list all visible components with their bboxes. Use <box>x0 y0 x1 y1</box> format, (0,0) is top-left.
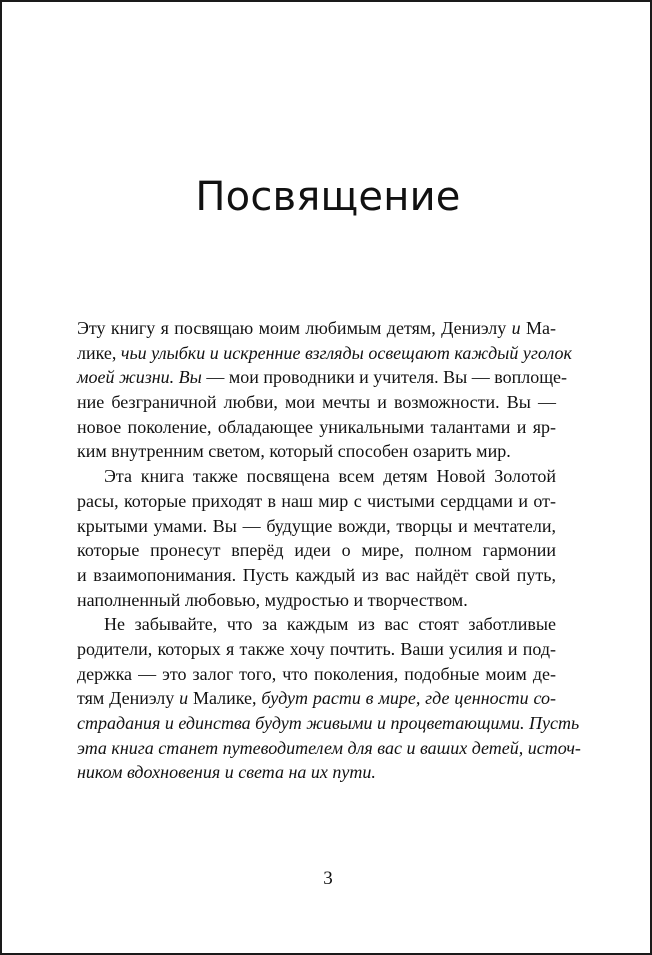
paragraph <box>77 612 581 785</box>
text-run: Малике, <box>188 688 262 709</box>
text-line <box>77 365 568 390</box>
text-line <box>77 464 556 489</box>
text-run: ние безграничной любви, мои мечты и возможности. Вы — <box>77 392 556 413</box>
text-line <box>77 662 556 687</box>
text-line <box>77 563 556 588</box>
page-number: 3 <box>323 868 333 889</box>
text-run: которые пронесут вперёд идеи о мире, полном гармонии <box>77 540 556 561</box>
text-run: и взаимопонимания. Пусть каждый из вас найдёт свой путь, <box>77 564 556 585</box>
text-line <box>77 686 556 711</box>
text-line <box>77 390 556 415</box>
text-run: новое поколение, обладающее уникальными талантами и яр- <box>77 416 556 437</box>
italic-text: и <box>511 318 521 338</box>
paragraph <box>77 316 572 464</box>
text-line <box>77 736 581 761</box>
text-run: держка — это залог того, что поколения, подобные моим де- <box>77 663 556 684</box>
text-line <box>77 341 572 366</box>
text-line <box>77 514 556 539</box>
text-line <box>77 439 556 464</box>
text-line <box>77 637 556 662</box>
italic-text: страдания и единства будут живыми и процветающими. Пусть <box>77 713 580 733</box>
italic-text: будут расти в мире, где ценности со- <box>261 688 557 709</box>
text-run: Эту книгу я посвящаю моим любимым детям, Дениэлу <box>77 318 512 338</box>
italic-text: моей жизни. Вы <box>77 367 202 388</box>
text-run: тям Дениэлу <box>77 688 180 709</box>
text-line <box>77 588 556 613</box>
text-line <box>77 489 556 514</box>
italic-text: ником вдохновения и света на их пути. <box>77 762 376 783</box>
text-run: Ма- <box>520 318 556 338</box>
text-line <box>77 415 556 440</box>
text-run: Не забывайте, что за каждым из вас стоят заботливые <box>104 614 556 635</box>
italic-text: чьи улыбки и искренние взгляды освещают каждый уголок <box>120 342 572 363</box>
italic-text: и <box>179 688 189 709</box>
text-line <box>77 316 556 341</box>
text-line <box>77 612 556 637</box>
text-run: — мои проводники и учителя. Вы — воплоще- <box>201 367 568 388</box>
paragraph <box>77 464 556 612</box>
text-line <box>77 711 580 736</box>
text-run: лике, <box>77 342 121 363</box>
text-run: расы, которые приходят в наш мир с чистыми сердцами и от- <box>77 490 556 511</box>
text-line <box>77 760 556 785</box>
text-run: Эта книга также посвящена всем детям Новой Золотой <box>104 466 556 487</box>
text-run: родители, которых я также хочу почтить. Ваши усилия и под- <box>77 638 556 659</box>
italic-text: эта книга станет путеводителем для вас и ваших детей, источ- <box>77 737 581 758</box>
dedication-text <box>77 316 581 785</box>
text-run: крытыми умами. Вы — будущие вожди, творцы и мечтатели, <box>77 515 556 536</box>
page-title: Посвящение <box>195 174 461 220</box>
text-run: наполненный любовью, мудростью и творчеством. <box>77 589 468 610</box>
text-run: ким внутренним светом, который способен озарить мир. <box>77 441 511 462</box>
text-line <box>77 538 556 563</box>
